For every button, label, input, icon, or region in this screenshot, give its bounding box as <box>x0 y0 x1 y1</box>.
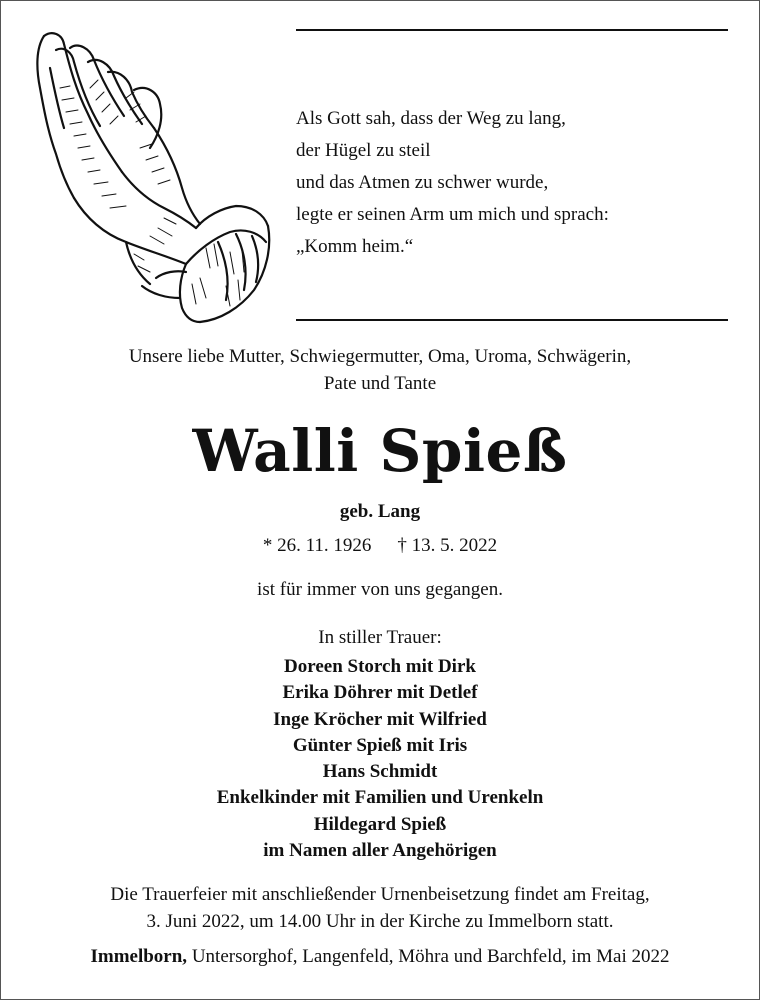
funeral-service-info <box>0 881 760 935</box>
mourner-name: Hans Schmidt <box>322 761 438 783</box>
mourner-name: Günter Spieß mit Iris <box>292 734 468 756</box>
mourning-heading: In stiller Trauer: <box>318 627 442 648</box>
mourner-name: Erika Döhrer mit Detlef <box>282 682 478 704</box>
mourner-name: Hildegard Spieß <box>313 813 447 835</box>
place-rest: Untersorghof, Langenfeld, Möhra und Barchfeld, im Mai 2022 <box>187 946 670 967</box>
poem-line: Als Gott sah, dass der Weg zu lang, <box>296 108 566 129</box>
place-town: Immelborn, <box>90 946 188 967</box>
service-line-1: Die Trauerfeier mit anschließender Urnenbeisetzung findet am Freitag, <box>110 884 650 905</box>
mourner-name: Inge Kröcher mit Wilfried <box>273 708 487 730</box>
mourner-name: im Namen aller Angehörigen <box>263 840 497 862</box>
poem-top-rule <box>296 29 728 31</box>
passing-statement: ist für immer von uns gegangen. <box>257 579 503 600</box>
poem-line: legte er seinen Arm um mich und sprach: <box>296 204 609 225</box>
death-date: † 13. 5. 2022 <box>397 535 498 556</box>
intro-line-2: Pate und Tante <box>323 373 437 394</box>
poem-line: „Komm heim.“ <box>296 236 414 257</box>
mourner-name: Enkelkinder mit Familien und Urenkeln <box>216 787 544 809</box>
poem-line: der Hügel zu steil <box>296 140 431 161</box>
poem-line: und das Atmen zu schwer wurde, <box>296 172 549 193</box>
mourners-list <box>0 654 760 864</box>
relationship-intro <box>0 343 760 397</box>
birth-name: geb. Lang <box>339 501 421 522</box>
service-line-2: 3. Juni 2022, um 14.00 Uhr in der Kirche zu Immelborn statt. <box>146 911 614 932</box>
praying-hands-icon <box>30 28 272 324</box>
poem-bottom-rule <box>296 319 728 321</box>
deceased-name: Walli Spieß <box>192 417 568 485</box>
poem <box>296 103 736 263</box>
birth-date: * 26. 11. 1926 <box>262 535 372 556</box>
place-and-date <box>0 943 760 971</box>
life-dates <box>0 532 760 560</box>
mourner-name: Doreen Storch mit Dirk <box>284 656 476 677</box>
intro-line-1: Unsere liebe Mutter, Schwiegermutter, Oma, Uroma, Schwägerin, <box>128 346 632 367</box>
